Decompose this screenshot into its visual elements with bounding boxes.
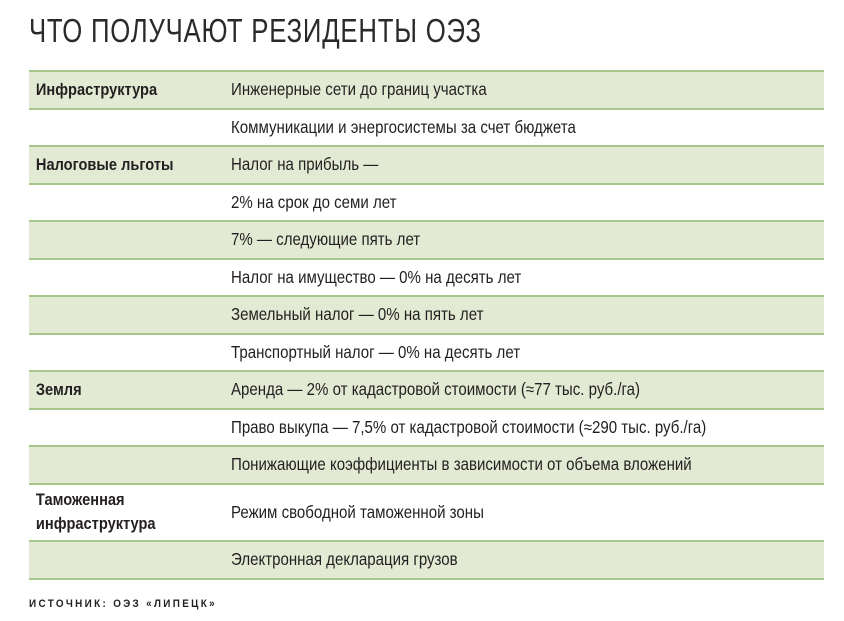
table-row: [29, 72, 824, 110]
table-row: [29, 110, 824, 148]
row-value: Режим свободной таможенной зоны: [231, 501, 484, 522]
row-value: Аренда — 2% от кадастровой стоимости (≈77 тыс. руб./га): [231, 379, 641, 400]
row-value: Электронная декларация грузов: [231, 549, 458, 570]
table-row: [29, 447, 824, 485]
row-value: 2% на срок до семи лет: [231, 191, 397, 212]
source-note: ИСТОЧНИК: ОЭЗ «ЛИПЕЦК»: [29, 598, 217, 610]
row-category-line: Таможенная: [35, 490, 125, 510]
row-category: Земля: [35, 379, 82, 399]
row-value: 7% — следующие пять лет: [231, 229, 421, 250]
row-category-line: инфраструктура: [35, 514, 156, 534]
page-title: ЧТО ПОЛУЧАЮТ РЕЗИДЕНТЫ ОЭЗ: [29, 12, 482, 49]
row-value: Земельный налог — 0% на пять лет: [231, 304, 484, 325]
table-row: [29, 542, 824, 580]
table-row: [29, 335, 824, 373]
benefits-table: [29, 70, 824, 580]
table-row: [29, 372, 824, 410]
row-category: [29, 488, 203, 536]
table-row: [29, 147, 824, 185]
row-category: Инфраструктура: [35, 79, 158, 99]
table-row: [29, 410, 824, 448]
table-row: [29, 222, 824, 260]
table-row: [29, 485, 824, 543]
table-row: [29, 260, 824, 298]
row-value: Транспортный налог — 0% на десять лет: [231, 341, 521, 362]
row-value: Понижающие коэффициенты в зависимости от объема вложений: [231, 454, 692, 475]
row-value: Налог на прибыль —: [231, 154, 379, 175]
row-value: Инженерные сети до границ участка: [231, 79, 487, 100]
row-value: Налог на имущество — 0% на десять лет: [231, 266, 522, 287]
row-value: Право выкупа — 7,5% от кадастровой стоимости (≈290 тыс. руб./га): [231, 416, 707, 437]
row-category: Налоговые льготы: [35, 154, 174, 174]
table-row: [29, 185, 824, 223]
row-value: Коммуникации и энергосистемы за счет бюджета: [231, 116, 576, 137]
table-row: [29, 297, 824, 335]
